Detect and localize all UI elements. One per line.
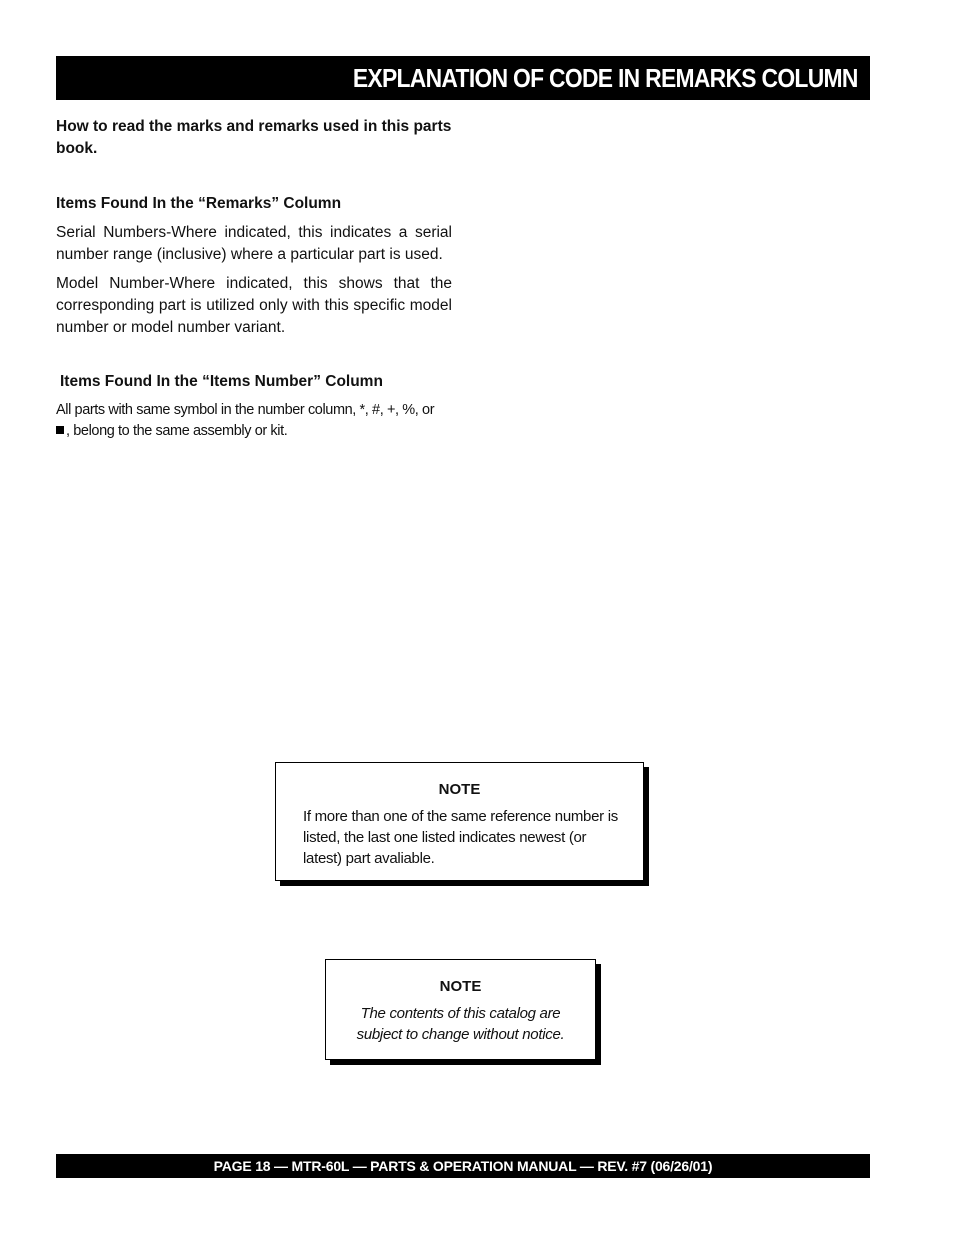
serial-numbers-paragraph: Serial Numbers-Where indicated, this indicates a serial number range (inclusive) where a particular part is used. (56, 224, 452, 263)
square-symbol-icon (56, 426, 64, 434)
note-text: If more than one of the same reference number is listed, the last one listed indicates newest (or latest) part avaliable. (303, 808, 618, 867)
note-text: The contents of this catalog are subject to change without notice. (356, 1005, 565, 1043)
symbols-text-before: All parts with same symbol in the number column, *, #, +, %, or (56, 402, 435, 418)
note-box-reference (275, 762, 644, 881)
note-title: NOTE (438, 781, 481, 798)
remarks-heading: Items Found In the “Remarks” Column (56, 195, 342, 212)
footer-text: PAGE 18 — MTR-60L — PARTS & OPERATION MANUAL — REV. #7 (06/26/01) (213, 1158, 713, 1174)
note-box-catalog (325, 959, 596, 1060)
symbols-paragraph (56, 400, 452, 442)
intro-text: How to read the marks and remarks used in this parts book. (56, 118, 452, 157)
header-bar (56, 56, 870, 100)
symbols-text-after: , belong to the same assembly or kit. (66, 423, 288, 439)
model-number-paragraph: Model Number-Where indicated, this shows that the corresponding part is utilized only with this specific model number or model number variant. (56, 275, 452, 336)
note-title: NOTE (439, 978, 482, 995)
items-number-heading: Items Found In the “Items Number” Column (60, 373, 383, 390)
footer-bar (56, 1154, 870, 1178)
page-title: EXPLANATION OF CODE IN REMARKS COLUMN (353, 63, 858, 93)
